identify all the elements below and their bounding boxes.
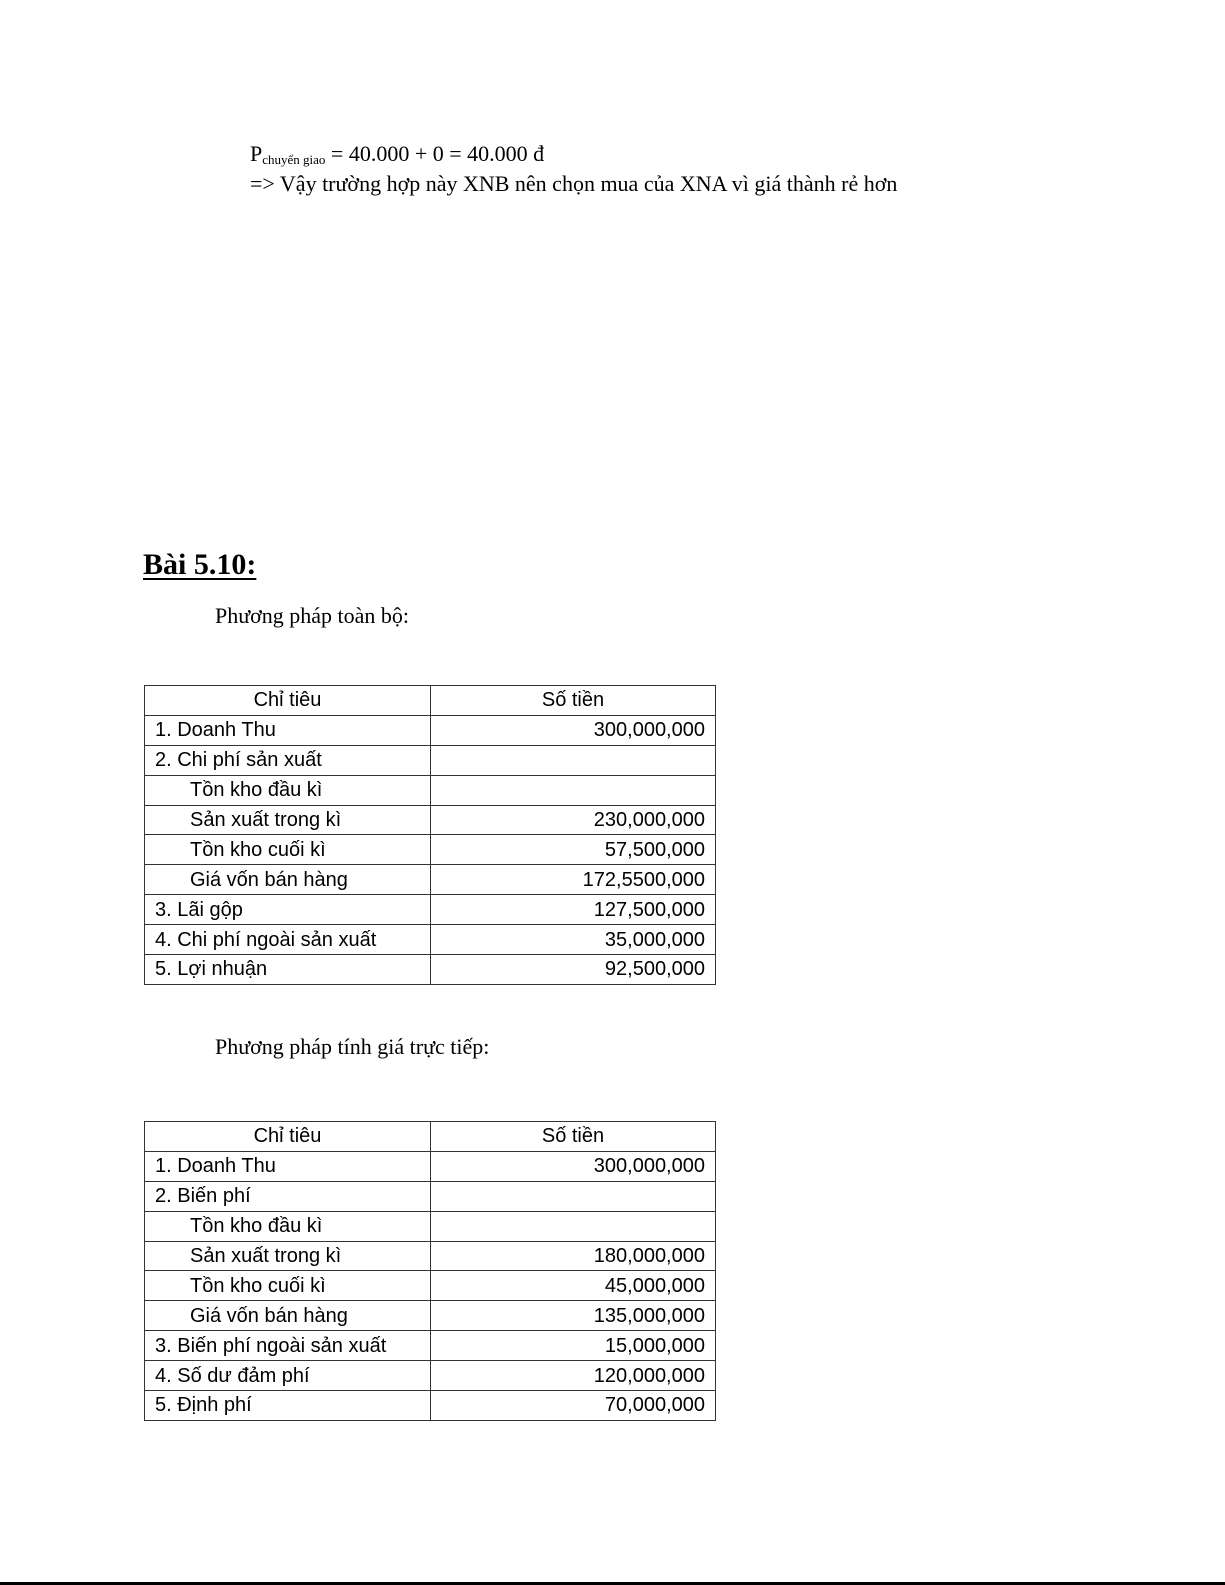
- row-label: Tồn kho đầu kì: [145, 775, 431, 805]
- table-row: [145, 1271, 716, 1301]
- table-row: [145, 805, 716, 835]
- row-label: Sản xuất trong kì: [145, 805, 431, 835]
- method1-label: Phương pháp toàn bộ:: [215, 603, 410, 628]
- row-label: Tồn kho đầu kì: [145, 1211, 431, 1241]
- table-row: [145, 955, 716, 985]
- table-row: [145, 1361, 716, 1391]
- row-label: 1. Doanh Thu: [145, 1151, 431, 1181]
- row-label: 4. Chi phí ngoài sản xuất: [145, 925, 431, 955]
- row-amount: 35,000,000: [431, 925, 716, 955]
- header-amount: Số tiền: [431, 1122, 716, 1152]
- table-row: [145, 925, 716, 955]
- conclusion-text: => Vậy trường hợp này XNB nên chọn mua của XNA vì giá thành rẻ hơn: [250, 171, 898, 196]
- row-label: Tồn kho cuối kì: [145, 1271, 431, 1301]
- formula-symbol: P: [250, 141, 263, 166]
- row-label: 3. Lãi gộp: [145, 895, 431, 925]
- row-label: 2. Chi phí sản xuất: [145, 745, 431, 775]
- table-row: [145, 895, 716, 925]
- table-header-row: [145, 1122, 716, 1152]
- table-header-row: [145, 686, 716, 716]
- row-amount: 300,000,000: [431, 715, 716, 745]
- row-amount: [431, 1211, 716, 1241]
- table-row: [145, 1151, 716, 1181]
- header-indicator: Chỉ tiêu: [145, 686, 431, 716]
- row-amount: 57,500,000: [431, 835, 716, 865]
- formula-expression: = 40.000 + 0 = 40.000 đ: [325, 141, 545, 166]
- method2-label: Phương pháp tính giá trực tiếp:: [215, 1034, 490, 1059]
- table-row: [145, 865, 716, 895]
- row-amount: 15,000,000: [431, 1331, 716, 1361]
- row-amount: [431, 1181, 716, 1211]
- table-row: [145, 715, 716, 745]
- row-amount: 230,000,000: [431, 805, 716, 835]
- header-amount: Số tiền: [431, 686, 716, 716]
- table-row: [145, 1181, 716, 1211]
- row-label: Giá vốn bán hàng: [145, 865, 431, 895]
- row-label: Giá vốn bán hàng: [145, 1301, 431, 1331]
- direct-costing-table: [144, 1121, 716, 1421]
- row-label: 2. Biến phí: [145, 1181, 431, 1211]
- table-row: [145, 745, 716, 775]
- row-amount: 127,500,000: [431, 895, 716, 925]
- row-label: 3. Biến phí ngoài sản xuất: [145, 1331, 431, 1361]
- row-amount: [431, 775, 716, 805]
- table-row: [145, 1331, 716, 1361]
- table-row: [145, 835, 716, 865]
- full-costing-table: [144, 685, 716, 985]
- row-amount: 172,5500,000: [431, 865, 716, 895]
- table-row: [145, 1301, 716, 1331]
- row-label: 4. Số dư đảm phí: [145, 1361, 431, 1391]
- row-label: 5. Lợi nhuận: [145, 955, 431, 985]
- section-title: Bài 5.10:: [143, 548, 257, 581]
- table-row: [145, 775, 716, 805]
- table-row: [145, 1211, 716, 1241]
- row-amount: [431, 745, 716, 775]
- row-label: Tồn kho cuối kì: [145, 835, 431, 865]
- row-label: 5. Định phí: [145, 1391, 431, 1421]
- transfer-price-formula: [250, 141, 544, 168]
- table-row: [145, 1241, 716, 1271]
- row-amount: 135,000,000: [431, 1301, 716, 1331]
- row-amount: 120,000,000: [431, 1361, 716, 1391]
- row-amount: 180,000,000: [431, 1241, 716, 1271]
- row-label: 1. Doanh Thu: [145, 715, 431, 745]
- row-amount: 92,500,000: [431, 955, 716, 985]
- formula-subscript: chuyển giao: [262, 152, 326, 167]
- row-label: Sản xuất trong kì: [145, 1241, 431, 1271]
- row-amount: 70,000,000: [431, 1391, 716, 1421]
- header-indicator: Chỉ tiêu: [145, 1122, 431, 1152]
- table-row: [145, 1391, 716, 1421]
- row-amount: 300,000,000: [431, 1151, 716, 1181]
- row-amount: 45,000,000: [431, 1271, 716, 1301]
